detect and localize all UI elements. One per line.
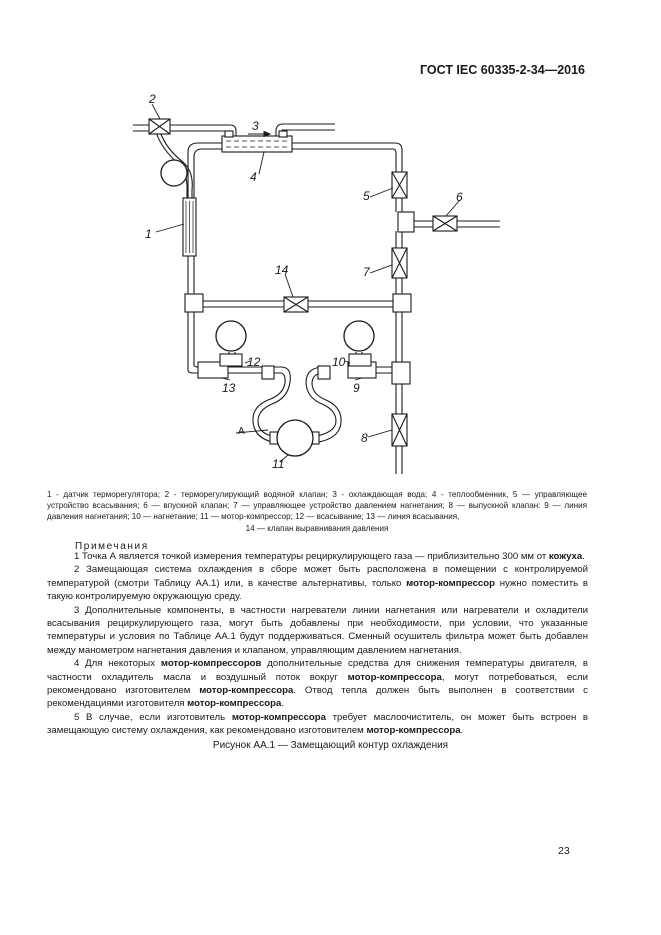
label-12: 12 <box>247 355 261 369</box>
legend-line-2: 14 — клапан выравнивания давления <box>245 523 389 533</box>
motor-compressor-icon <box>277 420 313 456</box>
standard-header: ГОСТ IEC 60335-2-34—2016 <box>419 63 585 77</box>
label-4: 4 <box>250 170 257 184</box>
label-9: 9 <box>353 381 360 395</box>
note-1: 1 Точка А является точкой измерения температуры рециркулирующего газа — приблизительно 300 мм от кожуха. <box>74 551 585 562</box>
label-10: 10 <box>332 355 346 369</box>
label-6: 6 <box>456 190 463 204</box>
label-2: 2 <box>149 92 156 106</box>
page-number: 23 <box>558 845 570 857</box>
label-5: 5 <box>363 189 370 203</box>
point-a-label: А <box>238 426 245 437</box>
figure-caption: Рисунок АА.1 — Замещающий контур охлаждения <box>212 740 449 751</box>
valve-5-icon <box>392 172 407 198</box>
legend-line-1: 1 - датчик терморегулятора; 2 - терморегулирующий водяной клапан; 3 - охлаждающая вода; 4 - теплообменник, 5 — управляющее устройство всасывания; 6 — впускной клапан; 7 — управляющее устройство давлением нагнетания; 8 — выпускной клапан: 9 — линия давления нагнетания; 10 — нагнетание; 11 — мотор-компрессор; 12 — всасывание; 13 — линия всасывания, <box>47 490 587 522</box>
figure-legend <box>47 489 587 534</box>
notes-body <box>47 550 588 738</box>
discharge-gauge-icon <box>344 321 374 351</box>
note-4: 4 Для некоторых мотор-компрессоров дополнительные средства для снижения температуры двигателя, в частности охладитель масла и воздушный поток вокруг мотор-компрессора, могут потребоваться, если рекомендовано изготовителем мотор-компрессора. Отвод тепла должен быть выполнен в соответствии с рекомендациями изготовителя мотор-компрессора. <box>47 658 588 710</box>
label-3: 3 <box>252 119 259 133</box>
label-1: 1 <box>145 227 152 241</box>
label-14: 14 <box>275 263 289 277</box>
valve-8-icon <box>392 414 407 446</box>
label-7: 7 <box>363 265 370 279</box>
tee-fitting <box>185 294 203 312</box>
suction-gauge-icon <box>216 321 246 351</box>
heat-exchanger-4 <box>222 136 292 152</box>
label-8: 8 <box>361 431 368 445</box>
valve-14-icon <box>284 297 308 312</box>
sensor-bulb-1 <box>183 198 196 256</box>
label-11: 11 <box>272 457 285 471</box>
tee-fitting <box>220 354 242 366</box>
label-13: 13 <box>222 381 236 395</box>
valve-2-icon <box>149 119 170 134</box>
notes-title: Примечания <box>75 541 149 552</box>
connector <box>318 366 330 379</box>
tee-fitting <box>398 212 414 232</box>
note-3: 3 Дополнительные компоненты, в частности нагреватели линии нагнетания или нагреватели и охладители всасывания рециркулирующего газа, могут быть добавлены при необходимости, при условии, что указанные температуры и условия по Таблице АА.1 будут поддерживаться. Сменный осушитель фильтра может быть добавлен между манометром нагнетания давления и клапаном, управляющим давлением нагнетания. <box>47 604 588 656</box>
note-2: 2 Замещающая система охлаждения в сборе может быть расположена в помещении с контролируемой температурой (смотри Таблицу АА.1) или, в качестве альтернативы, только мотор-компрессор нужно поместить в такую контролируемую окружающую среду. <box>47 564 588 603</box>
valve-coil-icon <box>161 160 187 186</box>
valve-6-icon <box>433 216 457 231</box>
tee-fitting <box>349 354 371 366</box>
note-5: 5 В случае, если изготовитель мотор-компрессора требует маслоочиститель, он может быть встроен в замещающую систему охлаждения, как рекомендовано изготовителем мотор-компрессора. <box>47 711 588 737</box>
valve-7-icon <box>392 248 407 278</box>
tee-fitting <box>392 362 410 384</box>
tee-fitting <box>393 294 411 312</box>
connector <box>262 366 274 379</box>
water-pipe-inlet-inner <box>133 131 229 137</box>
